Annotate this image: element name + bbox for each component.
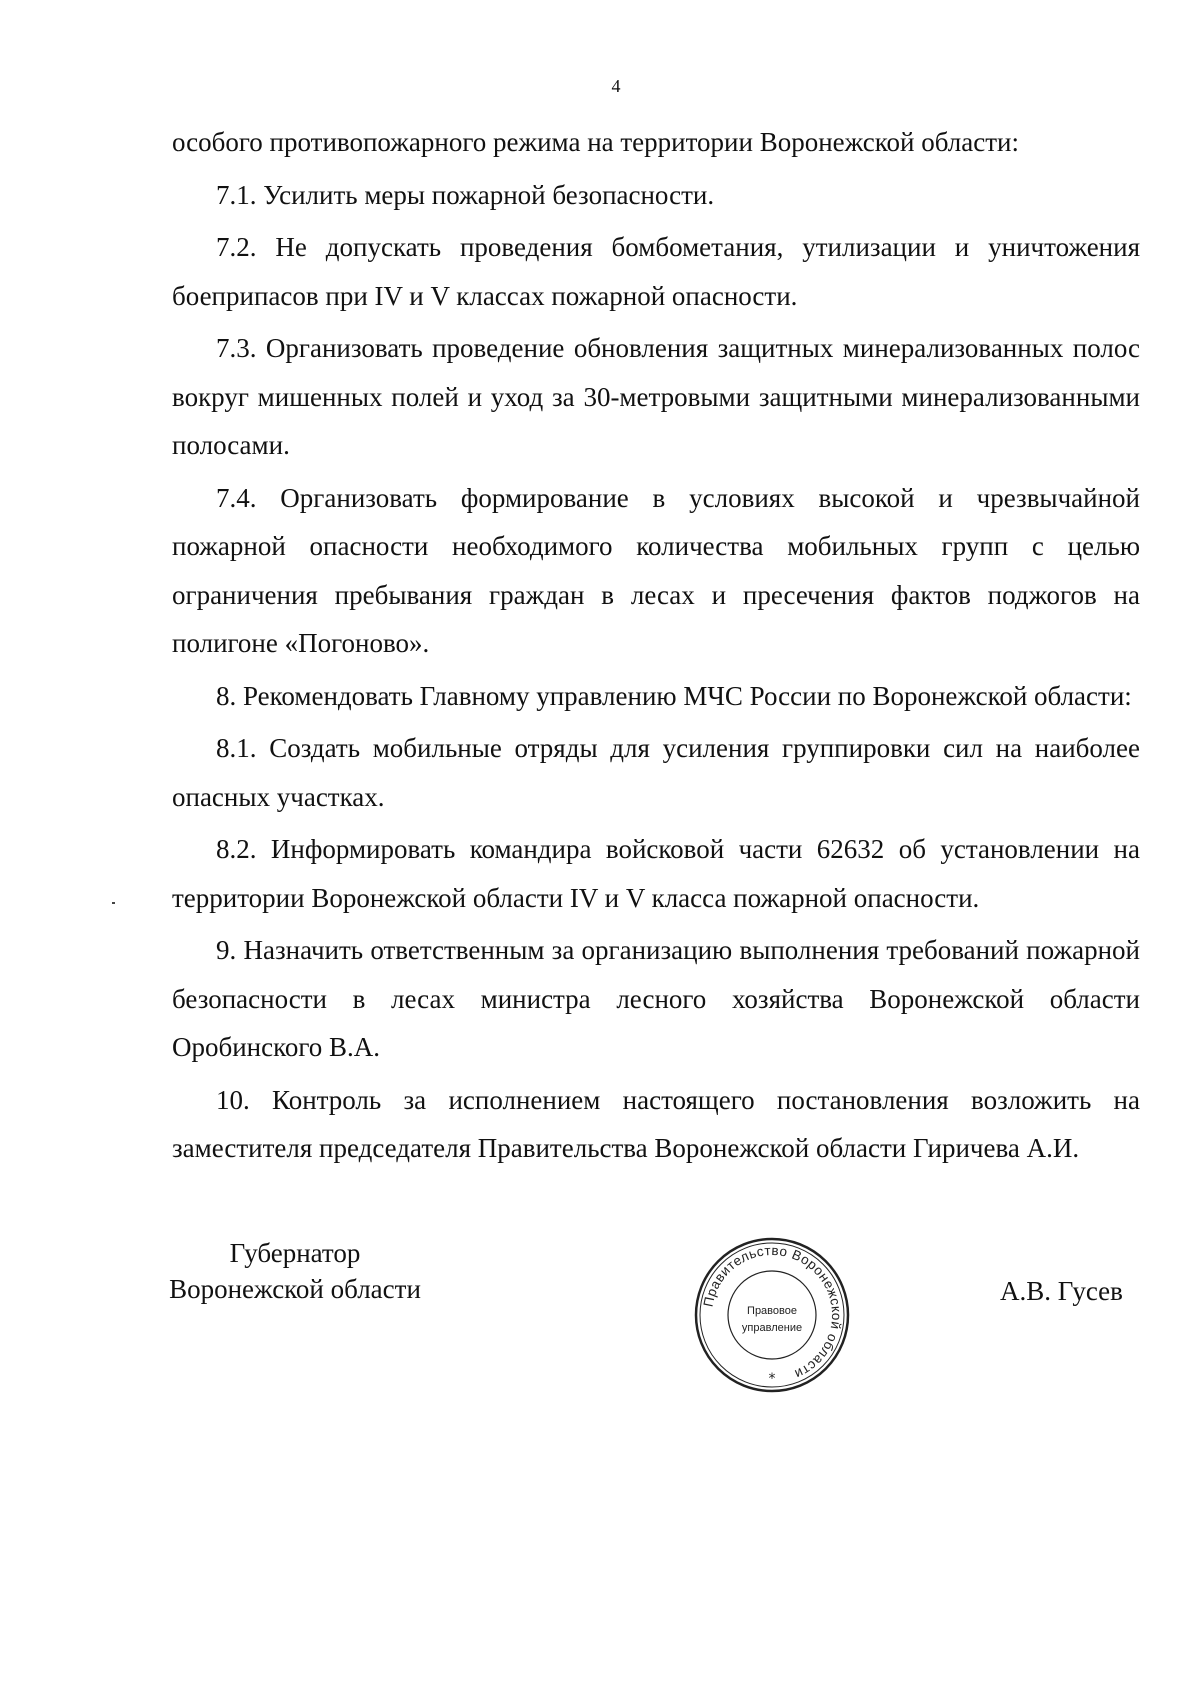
paragraph-7-3: 7.3. Организовать проведение обновления защитных минерализованных полос вокруг мишенных полей и уход за 30-метровыми защитными минерализованными полосами. — [172, 333, 1140, 460]
paragraph-8-2: 8.2. Информировать командира войсковой части 62632 об установлении на территории Воронежской области IV и V класса пожарной опасности. — [172, 834, 1140, 913]
paragraph-7-1: 7.1. Усилить меры пожарной безопасности. — [216, 179, 715, 210]
paragraph-10: 10. Контроль за исполнением настоящего постановления возложить на заместителя председателя Правительства Воронежской области Гиричева А.И. — [172, 1084, 1140, 1163]
signer-title-line2: Воронежской области — [169, 1274, 421, 1304]
official-stamp — [692, 1235, 852, 1395]
stamp-center-line2: управление — [741, 1322, 803, 1334]
paragraph-8: 8. Рекомендовать Главному управлению МЧС России по Воронежской области: — [216, 680, 1132, 711]
signature-block — [0, 1235, 1200, 1435]
document-body — [172, 118, 1140, 1177]
paragraph-8-1: 8.1. Создать мобильные отряды для усиления группировки сил на наиболее опасных участках. — [172, 733, 1140, 812]
margin-mark — [112, 902, 115, 904]
paragraph-continuation: особого противопожарного режима на территории Воронежской области: — [172, 127, 1019, 157]
paragraph-7-2: 7.2. Не допускать проведения бомбометания, утилизации и уничтожения боеприпасов при IV и V классах пожарной опасности. — [172, 232, 1140, 311]
signer-title — [150, 1235, 440, 1307]
paragraph-7-4: 7.4. Организовать формирование в условиях высокой и чрезвычайной пожарной опасности необходимого количества мобильных групп с целью ограничения пребывания граждан в лесах и пресечения фактов поджогов на полигоне «Погоново». — [172, 482, 1140, 658]
stamp-center-line1: Правовое — [747, 1305, 797, 1317]
stamp-star-icon: * — [768, 1371, 776, 1387]
page-number: 4 — [611, 76, 621, 96]
stamp-ring-text: Правительство Воронежской области — [700, 1242, 845, 1383]
paragraph-9: 9. Назначить ответственным за организацию выполнения требований пожарной безопасности в лесах министра лесного хозяйства Воронежской области Оробинского В.А. — [172, 935, 1140, 1062]
signer-name: А.В. Гусев — [1000, 1276, 1123, 1306]
signer-title-line1: Губернатор — [229, 1238, 361, 1268]
stamp-center-text — [740, 1303, 804, 1337]
